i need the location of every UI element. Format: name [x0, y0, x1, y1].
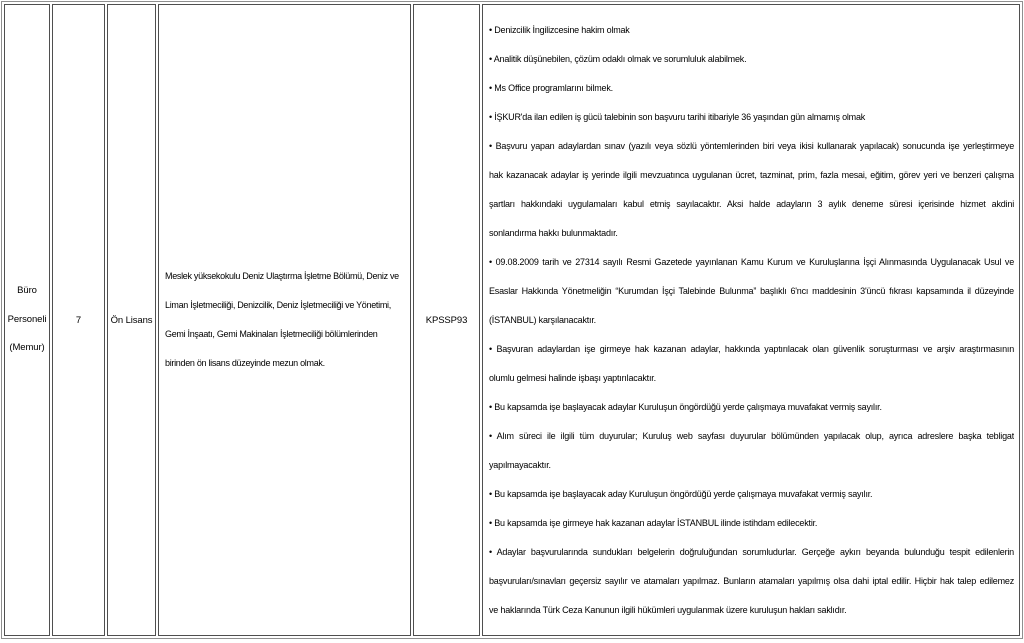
table-row	[4, 4, 1020, 636]
requirement-line: • 09.08.2009 tarih ve 27314 sayılı Resmi Gazetede yayınlanan Kamu Kurum ve Kuruluşlarına İşçi Alınmasında Uygulanacak Usul ve	[489, 257, 1014, 267]
requirement-line: • Ms Office programlarını bilmek.	[489, 83, 613, 93]
text-line: (Memur)	[9, 342, 45, 354]
cell-department-requirement	[158, 4, 411, 636]
requirement-line: • Bu kapsamda işe başlayacak adaylar Kuruluşun öngördüğü yerde çalışmaya muvafakat vermiş sayılır.	[489, 402, 882, 412]
requirement-line: • Alım süreci ile ilgili tüm duyurular; Kuruluş web sayfası duyurular bölümünden yapılacak olup, ayrıca adreslere başka tebligat	[489, 431, 1014, 441]
text-line: Büro	[17, 285, 37, 297]
requirement-line: • İŞKUR'da ilan edilen iş gücü talebinin son başvuru tarihi itibariyle 36 yaşından gün almamış olmak	[489, 112, 866, 122]
text-line: birinden ön lisans düzeyinde mezun olmak.	[165, 358, 325, 368]
requirement-line: • Bu kapsamda işe başlayacak aday Kuruluşun öngördüğü yerde çalışmaya muvafakat vermiş sayılır.	[489, 489, 873, 499]
requirement-line: ve haklarında Türk Ceza Kanunun ilgili hükümleri uygulanmak üzere kuruluşun hakları saklıdır.	[489, 605, 847, 615]
requirement-line: (İSTANBUL) karşılanacaktır.	[489, 315, 596, 325]
requirement-line: • Bu kapsamda işe girmeye hak kazanan adaylar İSTANBUL ilinde istihdam edilecektir.	[489, 518, 818, 528]
cell-education-level: Ön Lisans	[107, 4, 156, 636]
text-line: Personeli	[7, 313, 47, 325]
requirement-line: • Analitik düşünebilen, çözüm odaklı olmak ve sorumluluk alabilmek.	[489, 54, 747, 64]
text-line: Meslek yüksekokulu Deniz Ulaştırma İşletme Bölümü, Deniz ve	[165, 271, 399, 281]
cell-exam-code: KPSSP93	[413, 4, 480, 636]
cell-position-title	[4, 4, 50, 636]
requirement-line: olumlu gelmesi halinde işbaşı yaptırılacaktır.	[489, 373, 656, 383]
requirement-line: yapılmayacaktır.	[489, 460, 551, 470]
job-posting-table	[1, 1, 1023, 639]
text-line: Gemi İnşaatı, Gemi Makinaları İşletmeciliği bölümlerinden	[165, 329, 378, 339]
requirement-line: hak kazanacak adaylar iş yerinde ilgili mevzuatınca uygulanan ücret, tazminat, prim, fazla mesai, eğitim, görev yeri ve benzeri çalışma	[489, 170, 1014, 180]
requirement-line: • Başvuran adaylardan işe girmeye hak kazanan adaylar, hakkında yaptırılacak olan güvenlik soruşturması ve arşiv araştırmasının	[489, 344, 1014, 354]
requirement-line: Esaslar Hakkında Yönetmeliğin “Kurumdan İşçi Talebinde Bulunma” başlıklı 6'ncı maddesinin 3'üncü fıkrası kapsamında il düzeyinde	[489, 286, 1014, 296]
requirement-line: başvuruları/sınavları geçersiz sayılır ve atamaları yapılmaz. Bunların atamaları yapılmış olsa dahi iptal edilir. Hiçbir hak talep edilemez	[489, 576, 1014, 586]
requirement-line: sonlandırma hakkı bulunmaktadır.	[489, 228, 618, 238]
requirement-line: şartları hakkındaki uygulamaları kabul etmiş sayılacaktır. Aksi halde adayların 3 aylık deneme süresi içerisinde hizmet akdini	[489, 199, 1014, 209]
requirement-line: • Denizcilik İngilizcesine hakim olmak	[489, 25, 630, 35]
text-line: Liman İşletmeciliği, Denizcilik, Deniz İşletmeciliği ve Yönetimi,	[165, 300, 391, 310]
cell-quota: 7	[52, 4, 105, 636]
requirements-list	[489, 16, 1014, 625]
cell-requirements	[482, 4, 1020, 636]
requirement-line: • Başvuru yapan adaylardan sınav (yazılı veya sözlü yöntemlerinden biri veya ikisi kullanarak yapılacak) sonucunda işe yerleştirmeye	[489, 141, 1014, 151]
requirement-line: • Adaylar başvurularında sundukları belgelerin doğruluğundan sorumludurlar. Gerçeğe aykırı beyanda bulunduğu tespit edilenlerin	[489, 547, 1014, 557]
